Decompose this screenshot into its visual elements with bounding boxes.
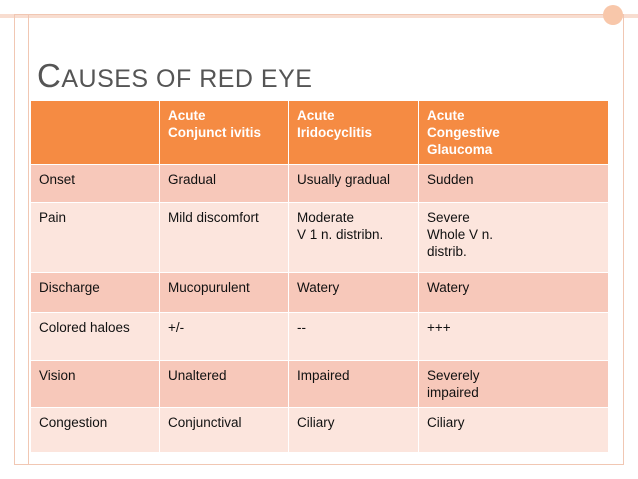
left-accent-line [28, 14, 29, 465]
table-cell: +/- [160, 313, 289, 361]
table-cell: Ciliary [289, 408, 419, 453]
table-header-row [31, 101, 609, 165]
table-cell: Moderate V 1 n. distribn. [289, 203, 419, 273]
row-label: Vision [31, 361, 160, 408]
table-row [31, 408, 609, 453]
table-cell: Usually gradual [289, 165, 419, 203]
table-cell: Severely impaired [419, 361, 609, 408]
row-label: Pain [31, 203, 160, 273]
table-cell: Watery [289, 273, 419, 313]
table-cell: Severe Whole V n. distrib. [419, 203, 609, 273]
slide-title: CAUSES OF RED EYE [37, 57, 313, 94]
table-cell: Watery [419, 273, 609, 313]
comparison-table [30, 100, 609, 453]
table-cell: Mucopurulent [160, 273, 289, 313]
table-cell: Conjunctival [160, 408, 289, 453]
row-label: Congestion [31, 408, 160, 453]
header-iridocyclitis: Acute Iridocyclitis [289, 101, 419, 165]
table-cell: Ciliary [419, 408, 609, 453]
table-row [31, 361, 609, 408]
table-cell: Mild discomfort [160, 203, 289, 273]
row-label: Onset [31, 165, 160, 203]
table-row [31, 165, 609, 203]
table-cell: Unaltered [160, 361, 289, 408]
table-cell: Gradual [160, 165, 289, 203]
row-label: Colored haloes [31, 313, 160, 361]
table-cell: Sudden [419, 165, 609, 203]
table-cell: -- [289, 313, 419, 361]
table-row [31, 273, 609, 313]
table-cell: +++ [419, 313, 609, 361]
header-glaucoma: Acute Congestive Glaucoma [419, 101, 609, 165]
header-empty [31, 101, 160, 165]
header-conjunctivitis: Acute Conjunct ivitis [160, 101, 289, 165]
small-decor-circle [603, 5, 623, 25]
table-row [31, 203, 609, 273]
table-cell: Impaired [289, 361, 419, 408]
table-row [31, 313, 609, 361]
row-label: Discharge [31, 273, 160, 313]
